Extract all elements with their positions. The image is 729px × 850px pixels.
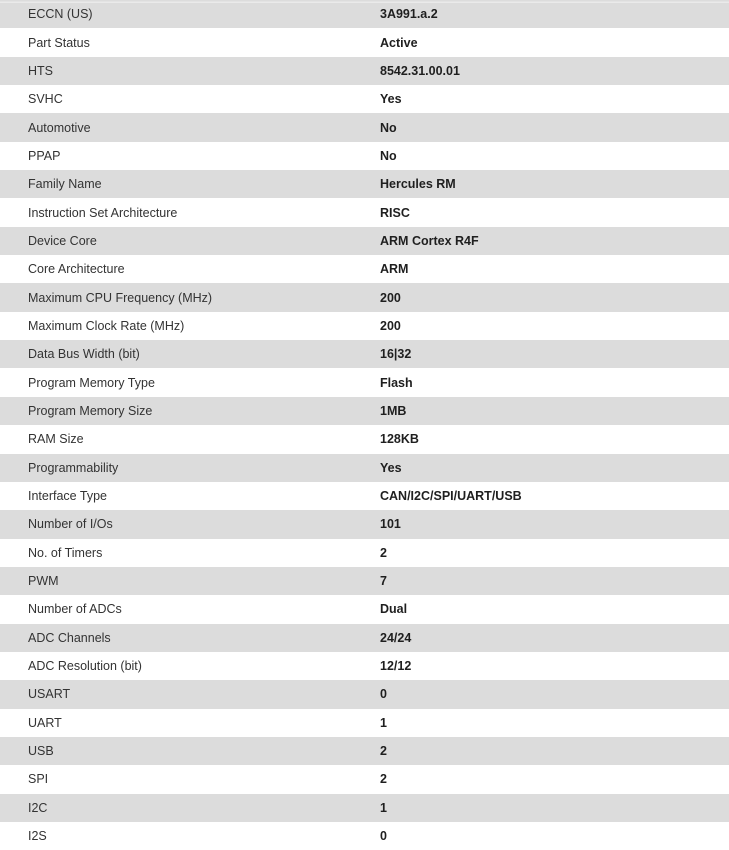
spec-row-ram-size — [0, 425, 729, 453]
spec-value: 2 — [352, 539, 729, 567]
spec-label: RAM Size — [0, 425, 352, 453]
spec-label: PPAP — [0, 142, 352, 170]
spec-row-programmability — [0, 454, 729, 482]
spec-row-family-name — [0, 170, 729, 198]
spec-row-max-clock-rate — [0, 312, 729, 340]
spec-label: Data Bus Width (bit) — [0, 340, 352, 368]
spec-value: 0 — [352, 680, 729, 708]
spec-row-adc-resolution — [0, 652, 729, 680]
spec-row-number-of-adcs — [0, 595, 729, 623]
spec-row-max-cpu-frequency — [0, 283, 729, 311]
spec-row-part-status — [0, 28, 729, 56]
spec-value: ARM — [352, 255, 729, 283]
spec-row-number-of-timers — [0, 539, 729, 567]
spec-label: USB — [0, 737, 352, 765]
spec-row-program-memory-type — [0, 368, 729, 396]
spec-value: Yes — [352, 85, 729, 113]
spec-row-i2s — [0, 822, 729, 850]
spec-row-usb — [0, 737, 729, 765]
spec-value: 1 — [352, 709, 729, 737]
spec-value: 16|32 — [352, 340, 729, 368]
spec-label: ADC Resolution (bit) — [0, 652, 352, 680]
spec-row-usart — [0, 680, 729, 708]
spec-row-adc-channels — [0, 624, 729, 652]
spec-label: Interface Type — [0, 482, 352, 510]
spec-label: Maximum CPU Frequency (MHz) — [0, 283, 352, 311]
spec-row-svhc — [0, 85, 729, 113]
spec-value: 12/12 — [352, 652, 729, 680]
spec-label: ADC Channels — [0, 624, 352, 652]
spec-label: Number of ADCs — [0, 595, 352, 623]
spec-value: ARM Cortex R4F — [352, 227, 729, 255]
spec-row-data-bus-width — [0, 340, 729, 368]
spec-label: SPI — [0, 765, 352, 793]
spec-value: Active — [352, 28, 729, 56]
spec-row-uart — [0, 709, 729, 737]
spec-value: 1MB — [352, 397, 729, 425]
top-shadow-divider — [0, 0, 729, 3]
spec-row-automotive — [0, 113, 729, 141]
spec-value: Flash — [352, 368, 729, 396]
spec-value: CAN/I2C/SPI/UART/USB — [352, 482, 729, 510]
spec-value: 8542.31.00.01 — [352, 57, 729, 85]
spec-label: Automotive — [0, 113, 352, 141]
spec-row-pwm — [0, 567, 729, 595]
spec-label: ECCN (US) — [0, 0, 352, 28]
spec-label: Programmability — [0, 454, 352, 482]
spec-row-spi — [0, 765, 729, 793]
spec-row-i2c — [0, 794, 729, 822]
spec-row-ppap — [0, 142, 729, 170]
spec-label: I2C — [0, 794, 352, 822]
spec-label: Program Memory Size — [0, 397, 352, 425]
spec-value: 101 — [352, 510, 729, 538]
spec-value: 0 — [352, 822, 729, 850]
spec-row-hts — [0, 57, 729, 85]
spec-row-device-core — [0, 227, 729, 255]
spec-row-core-architecture — [0, 255, 729, 283]
spec-value: 1 — [352, 794, 729, 822]
spec-label: PWM — [0, 567, 352, 595]
spec-value: 200 — [352, 283, 729, 311]
spec-row-interface-type — [0, 482, 729, 510]
spec-value: No — [352, 113, 729, 141]
spec-label: UART — [0, 709, 352, 737]
spec-label: Program Memory Type — [0, 368, 352, 396]
spec-value: Yes — [352, 454, 729, 482]
spec-value: 7 — [352, 567, 729, 595]
spec-label: Core Architecture — [0, 255, 352, 283]
spec-value: 3A991.a.2 — [352, 0, 729, 28]
spec-value: No — [352, 142, 729, 170]
spec-value: Dual — [352, 595, 729, 623]
spec-label: Device Core — [0, 227, 352, 255]
spec-value: RISC — [352, 198, 729, 226]
spec-label: Part Status — [0, 28, 352, 56]
spec-row-instruction-set — [0, 198, 729, 226]
spec-label: SVHC — [0, 85, 352, 113]
spec-label: Instruction Set Architecture — [0, 198, 352, 226]
spec-value: 2 — [352, 737, 729, 765]
spec-label: I2S — [0, 822, 352, 850]
spec-value: 2 — [352, 765, 729, 793]
spec-value: 24/24 — [352, 624, 729, 652]
spec-row-eccn — [0, 0, 729, 28]
spec-value: 128KB — [352, 425, 729, 453]
spec-label: HTS — [0, 57, 352, 85]
spec-label: USART — [0, 680, 352, 708]
spec-label: Number of I/Os — [0, 510, 352, 538]
spec-label: No. of Timers — [0, 539, 352, 567]
spec-label: Maximum Clock Rate (MHz) — [0, 312, 352, 340]
spec-value: 200 — [352, 312, 729, 340]
spec-value: Hercules RM — [352, 170, 729, 198]
spec-row-program-memory-size — [0, 397, 729, 425]
spec-row-number-of-ios — [0, 510, 729, 538]
spec-label: Family Name — [0, 170, 352, 198]
